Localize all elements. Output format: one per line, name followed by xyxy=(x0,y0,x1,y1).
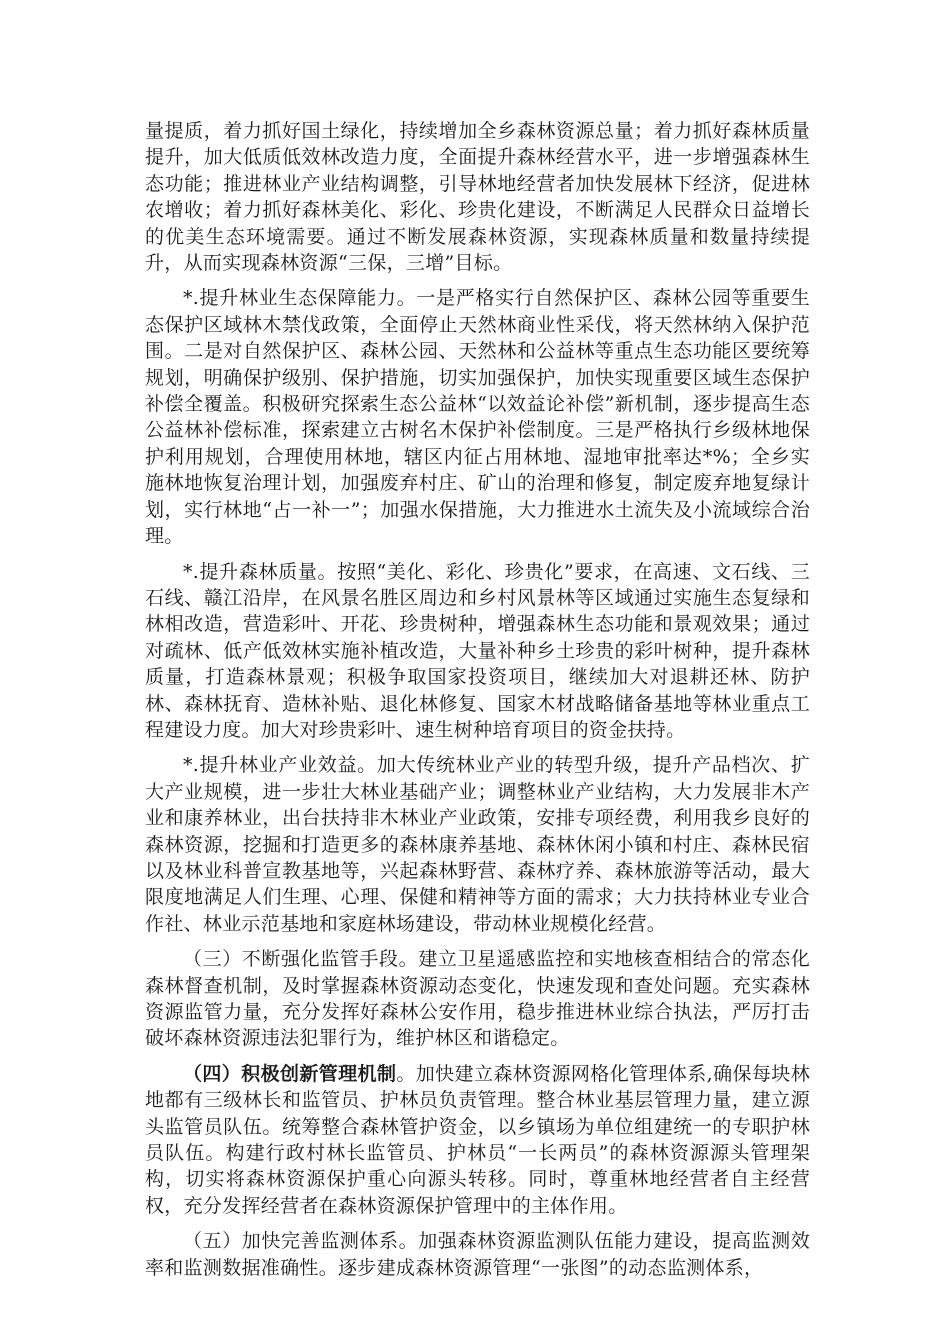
paragraph-monitoring xyxy=(145,1228,810,1281)
paragraph-forest-quality xyxy=(145,559,810,744)
paragraph-text: （五）加快完善监测体系。加强森林资源监测队伍能力建设，提高监测效率和监测数据准确性。逐步建成森林资源管理“一张图”的动态监测体系， xyxy=(145,1230,810,1279)
paragraph-management-mechanism xyxy=(145,1061,810,1219)
document-page xyxy=(145,118,810,1281)
paragraph-supervision xyxy=(145,946,810,1052)
paragraph-text: 量提质，着力抓好国土绿化，持续增加全乡森林资源总量；着力抓好森林质量提升，加大低质低效林改造力度，全面提升森林经营水平，进一步增强森林生态功能；推进林业产业结构调整，引导林地经营者加快发展林下经济，促进林农增收；着力抓好森林美化、彩化、珍贵化建设，不断满足人民群众日益增长的优美生态环境需要。通过不断发展森林资源，实现森林质量和数量持续提升，从而实现森林资源“三保，三增”目标。 xyxy=(145,120,810,275)
paragraph-text: （三）不断强化监管手段。建立卫星遥感监控和实地核查相结合的常态化森林督查机制，及时掌握森林资源动态变化，快速发现和查处问题。充实森林资源监管力量，充分发挥好森林公安作用，稳步推进林业综合执法，严厉打击破坏森林资源违法犯罪行为，维护林区和谐稳定。 xyxy=(145,948,810,1050)
paragraph-text: 。加快建立森林资源网格化管理体系,确保每块林地都有三级林长和监管员、护林员负责管理。整合林业基层管理力量，建立源头监管员队伍。统筹整合森林管护资金，以乡镇场为单位组建统一的专职护林员队伍。构建行政村林长监管员、护林员“一长两员”的森林资源源头管理架构，切实将森林资源保护重心向源头转移。同时，尊重林地经营者自主经营权，充分发挥经营者在森林资源保护管理中的主体作用。 xyxy=(145,1062,810,1217)
paragraph-text: *.提升森林质量。按照“美化、彩化、珍贵化”要求，在高速、文石线、三石线、赣江沿岸，在风景名胜区周边和乡村风景林等区域通过实施生态复绿和林相改造，营造彩叶、开花、珍贵树种，增强森林生态功能和景观效果；通过对疏林、低产低效林实施补植改造，大量补种乡土珍贵的彩叶树种，提升森林质量，打造森林景观；积极争取国家投资项目，继续加大对退耕还林、防护林、森林抚育、造林补贴、退化林修复、国家木材战略储备基地等林业重点工程建设力度。加大对珍贵彩叶、速生树种培育项目的资金扶持。 xyxy=(145,560,810,741)
paragraph-continuation xyxy=(145,118,810,276)
paragraph-text: *.提升林业生态保障能力。一是严格实行自然保护区、森林公园等重要生态保护区域林木禁伐政策，全面停止天然林商业性采伐，将天然林纳入保护范围。二是对自然保护区、森林公园、天然林和公益林等重点生态功能区要统筹规划，明确保护级别、保护措施，切实加强保护，加快实现重要区域生态保护补偿全覆盖。积极研究探索生态公益林“以效益论补偿”新机制，逐步提高生态公益林补偿标准，探索建立古树名木保护补偿制度。三是严格执行乡级林地保护利用规划，合理使用林地，辖区内征占用林地、湿地审批率达*%；全乡实施林地恢复治理计划，加强废弃村庄、矿山的治理和修复，制定废弃地复绿计划，实行林地“占一补一”；加强水保措施，大力推进水土流失及小流域综合治理。 xyxy=(145,287,810,548)
paragraph-industry-efficiency xyxy=(145,752,810,937)
section-heading: （四）积极创新管理机制 xyxy=(183,1062,397,1085)
paragraph-text: *.提升林业产业效益。加大传统林业产业的转型升级，提升产品档次、扩大产业规模，进一步壮大林业基础产业；调整林业产业结构，大力发展非木产业和康养林业，出台扶持非木林业产业政策，安排专项经费，利用我乡良好的森林资源，挖掘和打造更多的森林康养基地、森林休闲小镇和村庄、森林民宿以及林业科普宣教基地等，兴起森林野营、森林疗养、森林旅游等活动，最大限度地满足人们生理、心理、保健和精神等方面的需求；大力扶持林业专业合作社、林业示范基地和家庭林场建设，带动林业规模化经营。 xyxy=(145,754,810,935)
paragraph-ecological-protection xyxy=(145,285,810,549)
